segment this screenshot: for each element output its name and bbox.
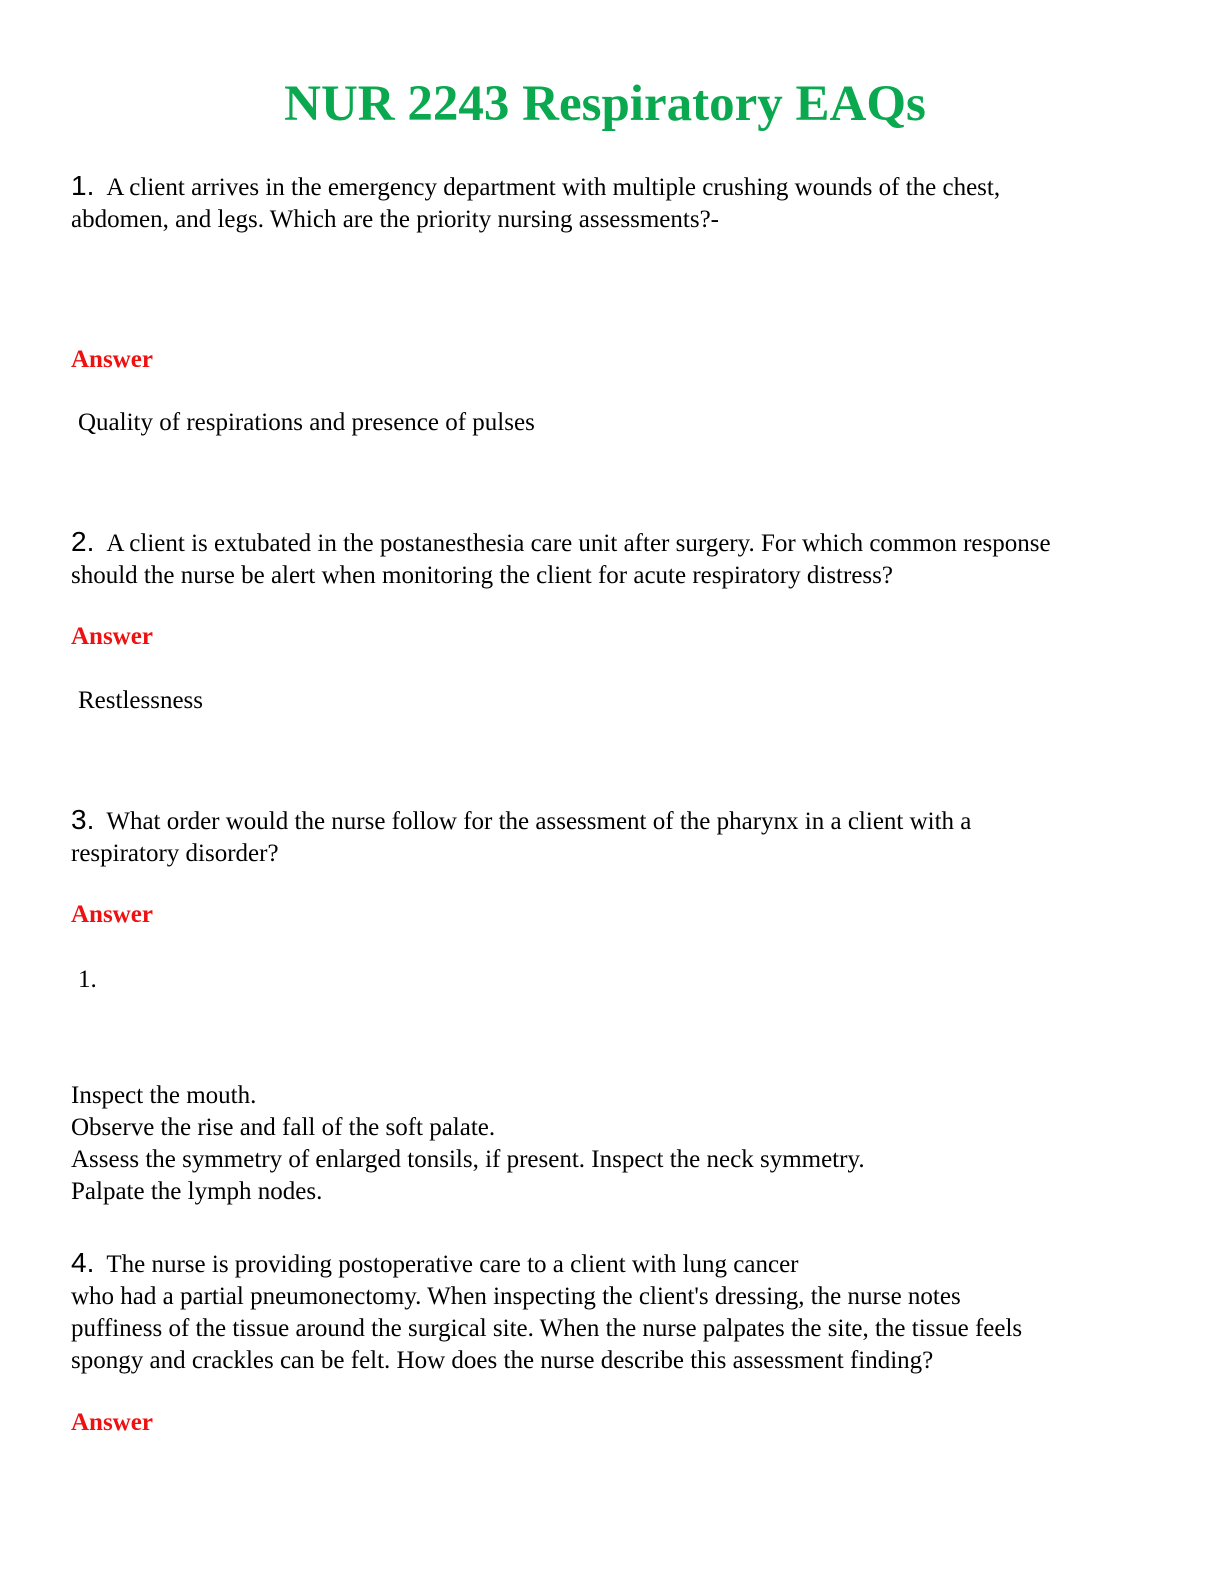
answer-text: Quality of respirations and presence of pulses <box>78 409 535 436</box>
question-text: who had a partial pneumonectomy. When inspecting the client's dressing, the nurse notes <box>71 1283 961 1310</box>
question-number: 4. <box>71 1247 95 1278</box>
question-text: abdomen, and legs. Which are the priority nursing assessments?- <box>71 206 719 233</box>
answer-label: Answer <box>71 901 153 928</box>
answer-step: Palpate the lymph nodes. <box>71 1178 323 1205</box>
question-4 <box>71 1247 1161 1377</box>
question-number: 1. <box>71 170 95 201</box>
question-2 <box>71 526 1161 592</box>
question-line <box>71 170 1161 204</box>
question-text: A client arrives in the emergency department with multiple crushing wounds of the chest, <box>106 174 1001 201</box>
question-text: What order would the nurse follow for the assessment of the pharynx in a client with a <box>106 808 972 835</box>
answer-step: Inspect the mouth. <box>71 1082 257 1109</box>
question-text: A client is extubated in the postanesthesia care unit after surgery. For which common response <box>106 530 1051 557</box>
question-text: should the nurse be alert when monitoring the client for acute respiratory distress? <box>71 562 893 589</box>
question-line <box>71 1247 1161 1281</box>
question-text: puffiness of the tissue around the surgical site. When the nurse palpates the site, the tissue feels <box>71 1315 1023 1342</box>
answer-step: Assess the symmetry of enlarged tonsils, if present. Inspect the neck symmetry. <box>71 1146 865 1173</box>
question-text: spongy and crackles can be felt. How does the nurse describe this assessment finding? <box>71 1347 934 1374</box>
question-text: The nurse is providing postoperative care to a client with lung cancer <box>106 1251 799 1278</box>
answer-label: Answer <box>71 623 153 650</box>
question-number: 3. <box>71 804 95 835</box>
question-number: 2. <box>71 526 95 557</box>
question-3 <box>71 804 1161 870</box>
answer-label: Answer <box>71 346 153 373</box>
answer-steps <box>71 1080 1161 1208</box>
page-title: NUR 2243 Respiratory EAQs <box>284 76 926 132</box>
question-line <box>71 804 1161 838</box>
question-text: respiratory disorder? <box>71 840 279 867</box>
question-line <box>71 526 1161 560</box>
answer-text: Restlessness <box>78 687 203 714</box>
answer-text: 1. <box>78 966 97 993</box>
answer-label: Answer <box>71 1409 153 1436</box>
question-1 <box>71 170 1161 236</box>
answer-step: Observe the rise and fall of the soft palate. <box>71 1114 496 1141</box>
